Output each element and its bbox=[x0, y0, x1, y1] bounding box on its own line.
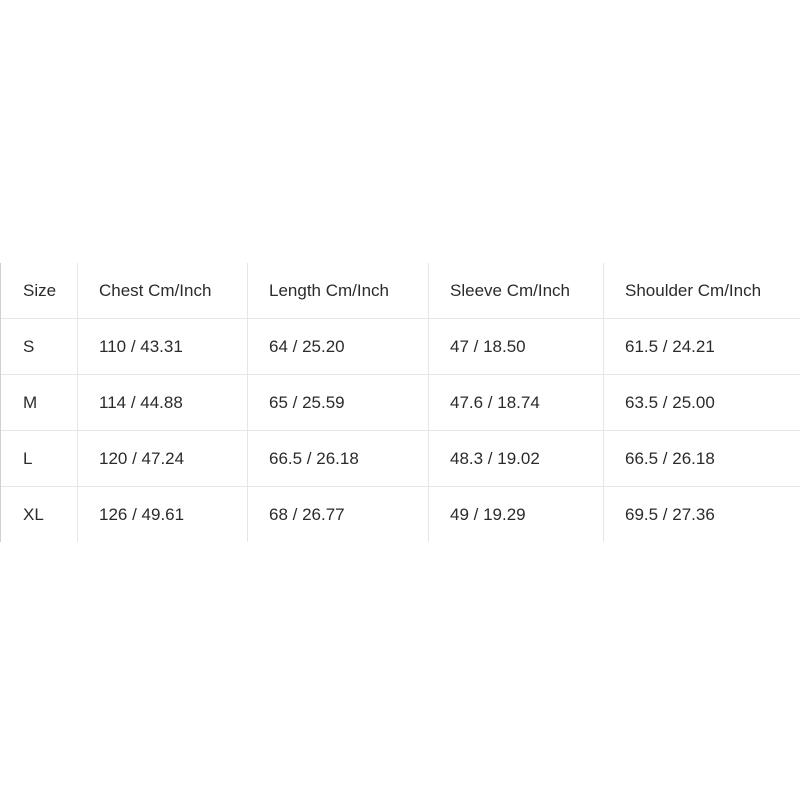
chest-cell: 110 / 43.31 bbox=[78, 319, 248, 375]
sleeve-cell: 47 / 18.50 bbox=[429, 319, 604, 375]
length-cell: 68 / 26.77 bbox=[248, 487, 429, 543]
shoulder-cell: 63.5 / 25.00 bbox=[604, 375, 800, 431]
header-size: Size bbox=[1, 263, 78, 319]
shoulder-cell: 69.5 / 27.36 bbox=[604, 487, 800, 543]
chest-cell: 126 / 49.61 bbox=[78, 487, 248, 543]
table-row bbox=[1, 431, 800, 487]
length-cell: 64 / 25.20 bbox=[248, 319, 429, 375]
table-row bbox=[1, 487, 800, 543]
header-sleeve: Sleeve Cm/Inch bbox=[429, 263, 604, 319]
length-cell: 65 / 25.59 bbox=[248, 375, 429, 431]
size-cell: L bbox=[1, 431, 78, 487]
chest-cell: 114 / 44.88 bbox=[78, 375, 248, 431]
table-header-row bbox=[1, 263, 800, 319]
sleeve-cell: 49 / 19.29 bbox=[429, 487, 604, 543]
size-cell: XL bbox=[1, 487, 78, 543]
shoulder-cell: 66.5 / 26.18 bbox=[604, 431, 800, 487]
sleeve-cell: 48.3 / 19.02 bbox=[429, 431, 604, 487]
header-length: Length Cm/Inch bbox=[248, 263, 429, 319]
header-chest: Chest Cm/Inch bbox=[78, 263, 248, 319]
length-cell: 66.5 / 26.18 bbox=[248, 431, 429, 487]
table-row bbox=[1, 375, 800, 431]
size-chart-table bbox=[0, 263, 800, 542]
table-row bbox=[1, 319, 800, 375]
sleeve-cell: 47.6 / 18.74 bbox=[429, 375, 604, 431]
header-shoulder: Shoulder Cm/Inch bbox=[604, 263, 800, 319]
chest-cell: 120 / 47.24 bbox=[78, 431, 248, 487]
size-cell: S bbox=[1, 319, 78, 375]
shoulder-cell: 61.5 / 24.21 bbox=[604, 319, 800, 375]
size-cell: M bbox=[1, 375, 78, 431]
